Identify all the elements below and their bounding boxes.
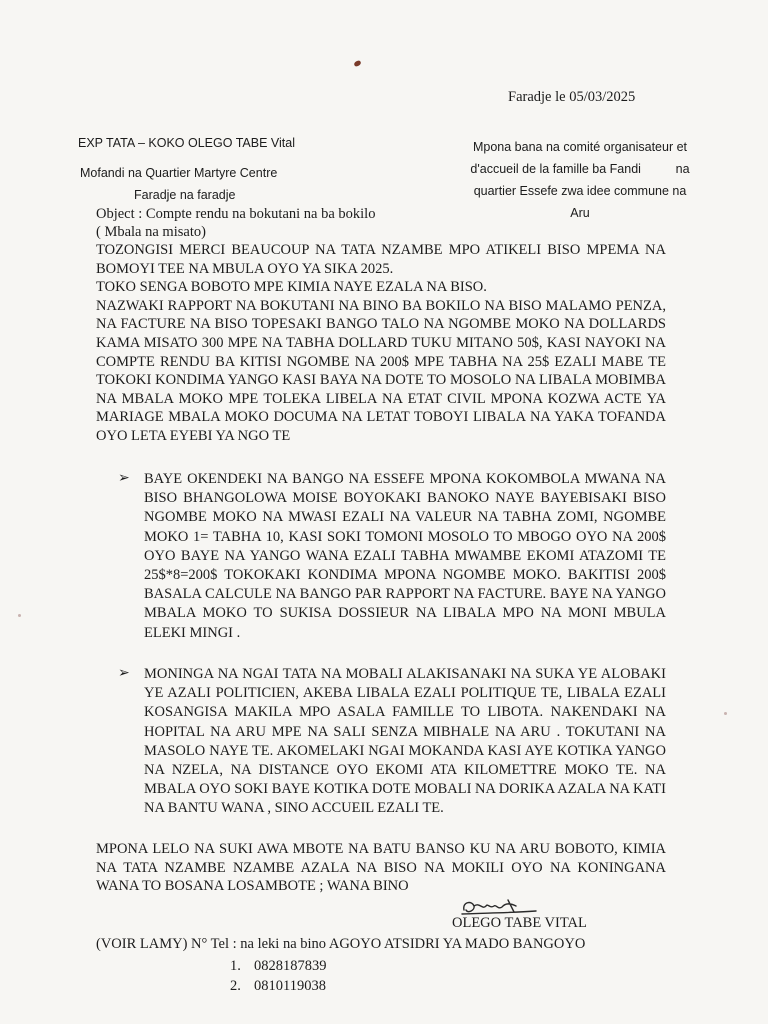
body-intro: TOZONGISI MERCI BEAUCOUP NA TATA NZAMBE MPO ATIKELI BISO MPEMA NA BOMOYI TEE NA MBULA OYO YA SIKA 2025. xyxy=(96,242,666,277)
sender-address: Mofandi na Quartier Martyre Centre xyxy=(80,166,278,180)
body-main: NAZWAKI RAPPORT NA BOKUTANI NA BINO BA BOKILO NA BISO MALAMO PENZA, NA FACTURE NA BISO TOPESAKI BANGO TALO NA NGOMBE MOKO NA DOLLARDS KAMA MISATO 300 MPE NA TABHA DOLLARD TUKU MITANO 50$, KASI NAYOKI NA COMPTE RENDU BA KITISI NGOMBE NA 200$ MPE TABHA NA 25$ EZALI MABE TE TOKOKI KONDIMA YANGO KASI BAYA NA DOTE TO MOSOLO NA LIBALA MOBIMBA NA MBALA MOKO MPE TOLEKA LIBELA NA ETAT CIVIL MPONA KOZWA ACTE YA MARIAGE MBALA MOKO DOCUMA NA LETAT TOBOYI LIBALA NA YAKA TOFANDA OYO LETA EYEBI YA NGO TE xyxy=(96,297,666,444)
letter-closing: MPONA LELO NA SUKI AWA MBOTE NA BATU BANSO KU NA ARU BOBOTO, KIMIA NA TATA NZAMBE NZAMBE AZALA NA BISO NA MOKILI OYO NA KONINGANA WANA TO BOSANA LOSAMBOTE ; WANA BINO xyxy=(96,841,666,895)
object-subject: Object : Compte rendu na bokutani na ba bokilo xyxy=(96,206,376,222)
recipient-line: quartier Essefe zwa idee commune na xyxy=(473,184,687,198)
recipient-block xyxy=(446,136,714,224)
arrow-bullet-icon: ➢ xyxy=(118,471,130,486)
recipient-line: Mpona bana na comité organisateur et xyxy=(472,140,688,154)
letter-body xyxy=(96,241,666,446)
letter-date: Faradje le 05/03/2025 xyxy=(508,89,636,105)
phone-list xyxy=(230,956,327,996)
sender-city: Faradje na faradje xyxy=(134,188,236,202)
phone-number: 0810119038 xyxy=(254,978,326,994)
recipient-line: Aru xyxy=(570,206,590,220)
arrow-bullet-icon: ➢ xyxy=(118,666,130,681)
phone-index: 2. xyxy=(230,978,241,994)
letter-object xyxy=(96,205,375,241)
ink-stain xyxy=(353,60,361,67)
bullet-text: BAYE OKENDEKI NA BANGO NA ESSEFE MPONA KOKOMBOLA MWANA NA BISO BHANGOLOWA MOISE BOYOKAKI BANOKO NAYE BAYEBISAKI BISO NGOMBE MOKO NA MWASI EZALI NA VALEUR NA TABHA ZOMI, NGOMBE MOKO 1= TABHA 10, KASI SOKI TOMONI MOSOLO TO MBOGO OYO NA 200$ OYO BAYE NA YANGO WANA EZALI TABHA MWAMBE EKOMI ATAZOMI TE 25$*8=200$ TOKOKAKI KONDIMA MPONA NGOMBE MOKO. BAKITISI 200$ BASALA CALCULE NA BANGO PAR RAPPORT NA FACTURE. BAYE NA YANGO MBALA MOKO TO SUKISA DOSSIEUR NA LIBALA MPO NA MONI MBULA ELEKI MINGI . xyxy=(144,471,666,641)
recipient-line: d'accueil de la famille ba Fandi na xyxy=(470,162,690,176)
paper-speck xyxy=(724,712,727,715)
signatory-name: OLEGO TABE VITAL xyxy=(452,915,587,931)
bullet-text: MONINGA NA NGAI TATA NA MOBALI ALAKISANAKI NA SUKA YE ALOBAKI YE AZALI POLITICIEN, AKEBA LIBALA EZALI POLITIQUE TE, LIBALA EZALI KOSANGISA MAKILA MPO ASALA FAMILLE TO LIBOTA. NAKENDAKI NA HOPITAL NA ARU MPE NA SALI SENZA MIBHALE NA ARU . TOKUTANI NA MASOLO NAYE TE. AKOMELAKI NGAI MOKANDA KASI AYE KOTIKA YANGO NA NZELA, NA DISTANCE OYO EKOMI ATA KILOMETTRE MOKO TE. NA MBALA OYO SOKI BAYE KOTIKA DOTE MOBALI NA DORIKA AZALA NA KATI NA BANTU WANA , SINO ACCUEIL EZALI TE. xyxy=(144,666,666,817)
phone-item xyxy=(230,956,327,976)
paper-speck xyxy=(18,614,21,617)
contact-line: (VOIR LAMY) N° Tel : na leki na bino AGOYO ATSIDRI YA MADO BANGOYO xyxy=(96,936,586,952)
body-greeting: TOKO SENGA BOBOTO MPE KIMIA NAYE EZALA NA BISO. xyxy=(96,279,487,296)
sender-name: EXP TATA – KOKO OLEGO TABE Vital xyxy=(78,136,295,150)
phone-number: 0828187839 xyxy=(254,958,327,974)
phone-item xyxy=(230,976,327,996)
object-note: ( Mbala na misato) xyxy=(96,224,206,240)
phone-index: 1. xyxy=(230,958,241,974)
